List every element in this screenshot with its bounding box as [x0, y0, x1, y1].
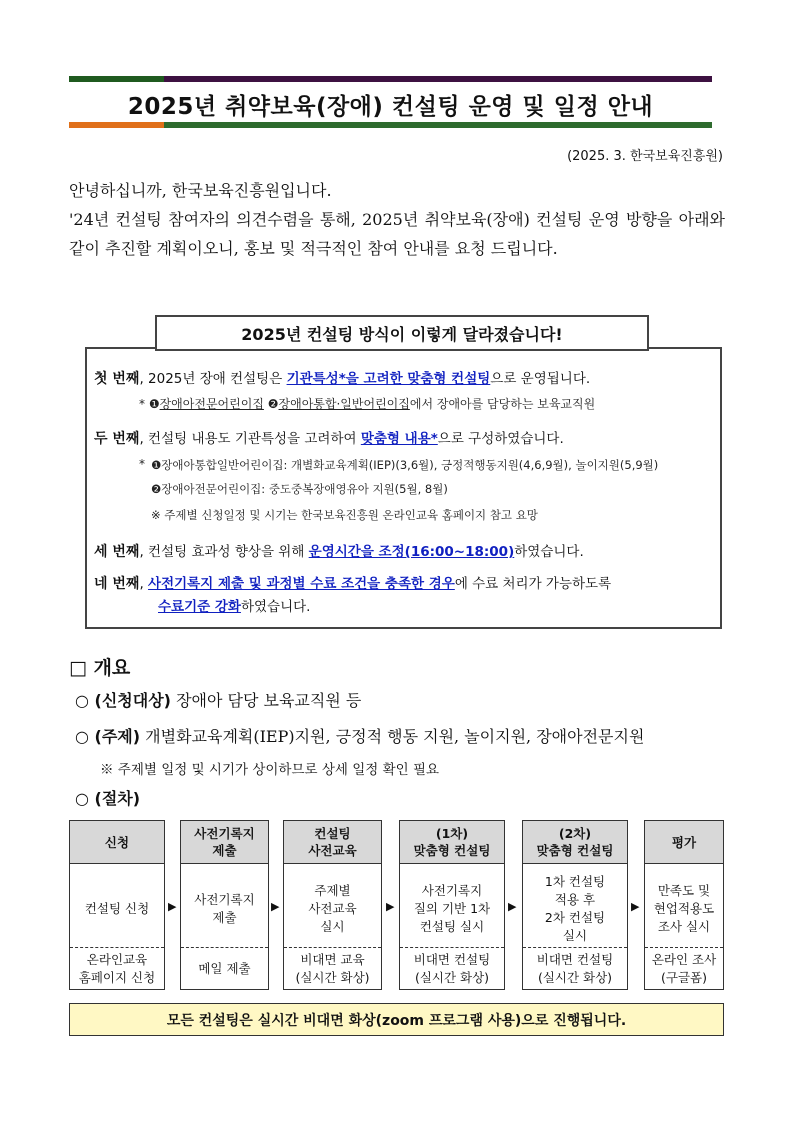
overview-target-label: ○ (신청대상) [75, 691, 171, 710]
step-apply [69, 820, 165, 990]
notice-third-highlight: 운영시간을 조정(16:00~18:00) [308, 544, 515, 560]
procedure-flow [0, 820, 793, 992]
step-head: 사전기록지 제출 [181, 821, 268, 864]
issue-date: (2025. 3. 한국보육진흥원) [567, 149, 723, 164]
notice-second-note-star: * [139, 457, 145, 471]
step-foot: 메일 제출 [181, 947, 268, 989]
overview-procedure-label: ○ (절차) [75, 789, 141, 808]
notice-second: 두 번째, 컨설팅 내용도 기관특성을 고려하여 맞춤형 내용*으로 구성하였습니다. [94, 431, 564, 447]
notice-fourth: 네 번째, 사전기록지 제출 및 과정별 수료 조건을 충족한 경우에 수료 처리가 가능하도록 수료기준 강화하였습니다. [94, 576, 612, 615]
step-body: 만족도 및 현업적용도 조사 실시 [653, 883, 715, 934]
title-bottom-bar [69, 122, 712, 128]
notice-first: 첫 번째, 2025년 장애 컨설팅은 기관특성*을 고려한 맞춤형 컨설팅으로 운영됩니다. [94, 371, 591, 387]
step-foot: 비대면 컨설팅 (실시간 화상) [400, 947, 504, 989]
arrow-icon: ▶ [168, 900, 177, 913]
notice-first-highlight: 기관특성*을 고려한 맞춤형 컨설팅 [286, 371, 491, 387]
step-foot: 온라인 조사 (구글폼) [645, 947, 723, 989]
notice-title: 2025년 컨설팅 방식이 이렇게 달라졌습니다! [155, 315, 649, 351]
overview-topic: ○ (주제) 개별화교육계획(IEP)지원, 긍정적 행동 지원, 놀이지원, 장애아전문지원 [75, 727, 645, 746]
intro-greeting: 안녕하십니까, 한국보육진흥원입니다. [69, 181, 332, 200]
page-title: 2025년 취약보육(장애) 컨설팅 운영 및 일정 안내 [127, 94, 654, 120]
step-head: (1차) 맞춤형 컨설팅 [400, 821, 504, 864]
notice-second-highlight: 맞춤형 내용* [360, 431, 438, 447]
step-first-consulting [399, 820, 505, 990]
notice-fourth-num: 네 번째 [94, 576, 140, 592]
arrow-icon: ▶ [508, 900, 517, 913]
arrow-icon: ▶ [271, 900, 280, 913]
notice-fourth-highlight: 사전기록지 제출 및 과정별 수료 조건을 충족한 경우 [148, 576, 455, 592]
notice-first-note: * ❶장애아전문어린이집 ❷장애아통합·일반어린이집에서 장애아를 담당하는 보육교직원 [139, 397, 596, 411]
title-banner [69, 76, 712, 128]
notice-second-note-1: ❶장애아통합일반어린이집: 개별화교육계획(IEP)(3,6월), 긍정적행동지원(4,6,9월), 놀이지원(5,9월) [151, 458, 659, 472]
step-body: 주제별 사전교육 실시 [308, 883, 357, 934]
footer-notice: 모든 컨설팅은 실시간 비대면 화상(zoom 프로그램 사용)으로 진행됩니다. [69, 1003, 724, 1036]
overview-target: ○ (신청대상) 장애아 담당 보육교직원 등 [75, 691, 362, 710]
step-head: 신청 [70, 821, 164, 864]
notice-third: 세 번째, 컨설팅 효과성 향상을 위해 운영시간을 조정(16:00~18:00)하였습니다. [94, 544, 584, 560]
overview-heading: □ 개요 [69, 657, 131, 679]
step-prerecord [180, 820, 269, 990]
step-body: 사전기록지 제출 [194, 892, 255, 925]
intro-text [69, 176, 725, 263]
notice-fourth-highlight-2: 수료기준 강화 [158, 599, 241, 615]
notice-second-num: 두 번째 [94, 431, 140, 447]
notice-second-note-2: ❷장애아전문어린이집: 중도중복장애영유아 지원(5월, 8월) [151, 482, 448, 496]
step-body: 1차 컨설팅 적용 후 2차 컨설팅 실시 [544, 874, 606, 943]
notice-first-num: 첫 번째 [94, 371, 140, 387]
step-second-consulting [522, 820, 628, 990]
step-head: (2차) 맞춤형 컨설팅 [523, 821, 627, 864]
overview-procedure [75, 786, 140, 809]
step-evaluation [644, 820, 724, 990]
arrow-icon: ▶ [386, 900, 395, 913]
overview-topic-label: ○ (주제) [75, 727, 141, 746]
step-body: 컨설팅 신청 [84, 901, 150, 916]
step-pre-education [283, 820, 382, 990]
step-head: 평가 [645, 821, 723, 864]
notice-box [85, 347, 722, 629]
title-top-bar [69, 76, 712, 82]
step-foot: 비대면 교육 (실시간 화상) [284, 947, 381, 989]
step-foot: 비대면 컨설팅 (실시간 화상) [523, 947, 627, 989]
notice-third-num: 세 번째 [94, 544, 140, 560]
step-foot: 온라인교육 홈페이지 신청 [70, 947, 164, 989]
intro-body: '24년 컨설팅 참여자의 의견수렴을 통해, 2025년 취약보육(장애) 컨설팅 운영 방향을 아래와 같이 추진할 계획이오니, 홍보 및 적극적인 참여 안내를 요청 드립니다. [69, 210, 725, 258]
notice-second-note-3: ※ 주제별 신청일정 및 시기는 한국보육진흥원 온라인교육 홈페이지 참고 요망 [151, 508, 538, 522]
step-head: 컨설팅 사전교육 [284, 821, 381, 864]
step-body: 사전기록지 질의 기반 1차 컨설팅 실시 [413, 883, 491, 934]
overview-topic-note: ※ 주제별 일정 및 시기가 상이하므로 상세 일정 확인 필요 [100, 762, 440, 778]
arrow-icon: ▶ [631, 900, 640, 913]
